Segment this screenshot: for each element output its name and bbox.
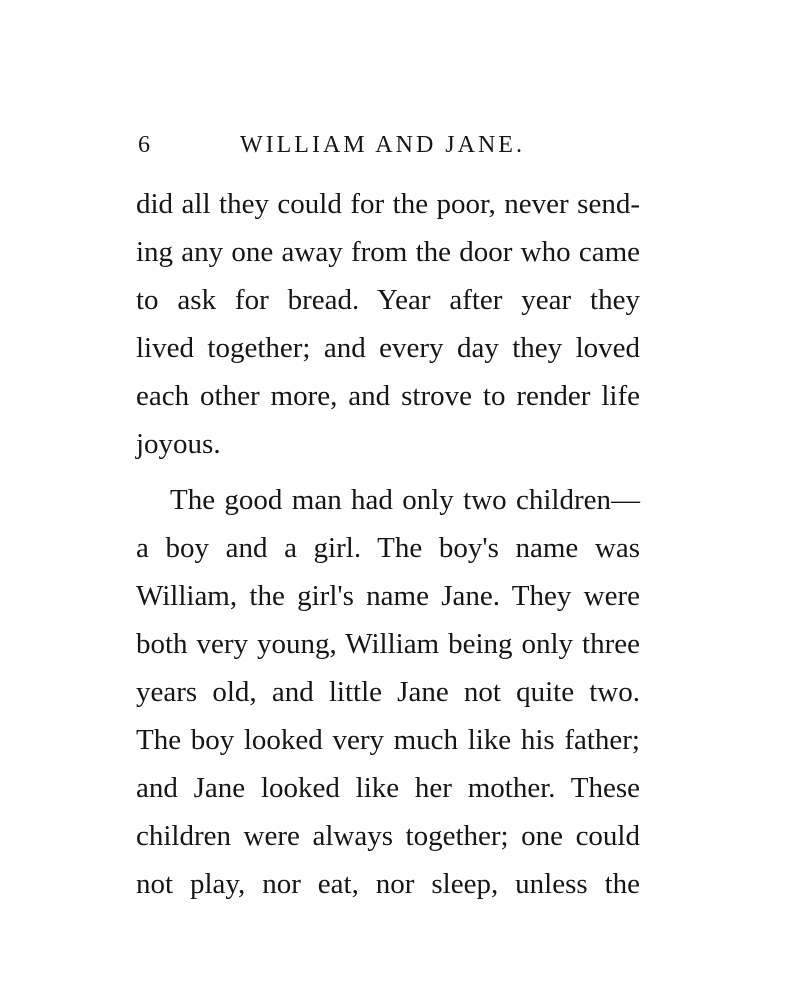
text-line: The good man had only two children— (170, 484, 640, 516)
text-line: each other more, and strove to render life (136, 380, 640, 412)
paragraph (136, 180, 640, 468)
paragraph-gap (136, 468, 640, 476)
text-line: William, the girl's name Jane. They were (136, 580, 640, 612)
running-head (136, 129, 640, 161)
text-line: did all they could for the poor, never send- (136, 188, 640, 220)
text-line: a boy and a girl. The boy's name was (136, 532, 640, 564)
body-text (136, 180, 640, 908)
running-title: WILLIAM AND JANE. (240, 132, 525, 158)
text-line: not play, nor eat, nor sleep, unless the (136, 868, 640, 900)
text-line: both very young, William being only three (136, 628, 640, 660)
text-line: to ask for bread. Year after year they (136, 284, 640, 316)
text-line: ing any one away from the door who came (136, 236, 640, 268)
text-line: lived together; and every day they loved (136, 332, 640, 364)
text-line: joyous. (136, 428, 221, 460)
text-line: and Jane looked like her mother. These (136, 772, 640, 804)
text-line: The boy looked very much like his father; (136, 724, 640, 756)
page-number: 6 (138, 132, 150, 158)
text-line: children were always together; one could (136, 820, 640, 852)
text-line: years old, and little Jane not quite two. (136, 676, 640, 708)
paragraph (136, 476, 640, 908)
